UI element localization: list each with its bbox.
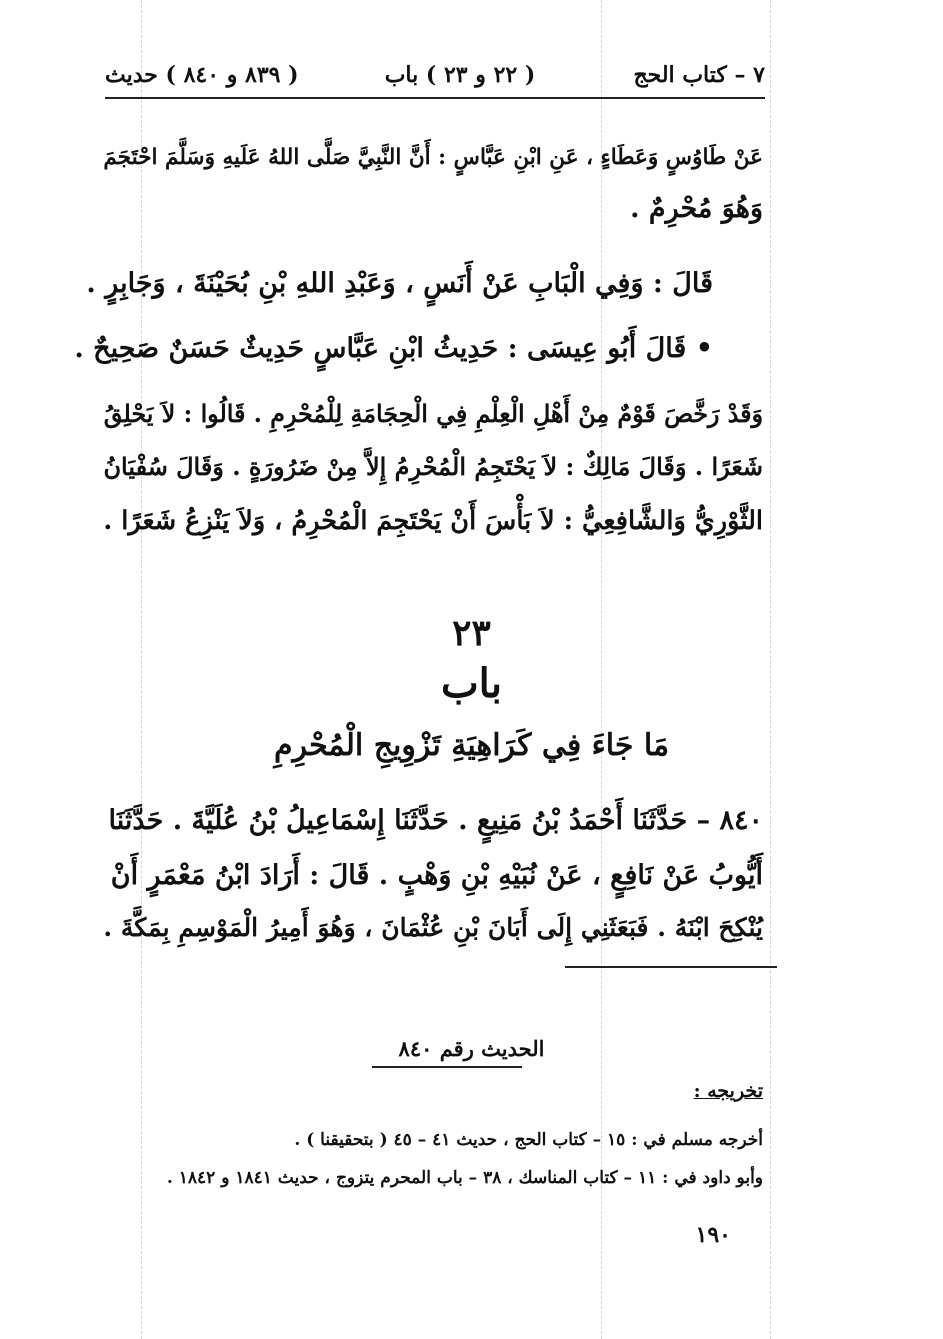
footnote-separator — [565, 966, 777, 968]
discussion-line-1: وَقَدْ رَخَّصَ قَوْمٌ مِنْ أَهْلِ الْعِلْمِ فِي الْحِجَامَةِ لِلْمُحْرِمِ . قَالُوا : لاَ يَحْلِقُ — [103, 400, 763, 428]
header-chapter-range: ( ٢٢ و ٢٣ ) باب — [384, 62, 536, 88]
chapter-number: ٢٣ — [452, 612, 491, 654]
bab-note: قَالَ : وَفِي الْبَابِ عَنْ أَنَسٍ ، وَعَبْدِ اللهِ بْنِ بُحَيْنَةَ ، وَجَابِرٍ . — [86, 268, 713, 299]
footnote-heading: الحديث رقم ٨٤٠ — [398, 1036, 545, 1061]
footnote-abu-dawud: وأبو داود في : ١١ – كتاب المناسك ، ٣٨ – باب المحرم يتزوج ، حديث ١٨٤١ و ١٨٤٢ . — [166, 1168, 763, 1188]
takhrij-label: تخريجه : — [693, 1080, 763, 1102]
header-rule — [105, 97, 765, 99]
hadith-840-line-3: يُنْكِحَ ابْنَهُ . فَبَعَثَنِي إِلَى أَبَانَ بْنِ عُثْمَانَ ، وَهُوَ أَمِيرُ الْمَوْسِمِ بِمَكَّةَ . — [103, 912, 763, 942]
hadith-840-line-2: أَيُّوبُ عَنْ نَافِعٍ ، عَنْ نُبَيْهِ بْنِ وَهْبٍ . قَالَ : أَرَادَ ابْنُ مَعْمَرٍ أَنْ — [110, 860, 763, 891]
discussion-line-3: الثَّوْرِيُّ وَالشَّافِعِيُّ : لاَ بَأْسَ أَنْ يَحْتَجِمَ الْمُحْرِمُ ، وَلاَ يَنْزِعُ شَعَرًا . — [103, 506, 763, 536]
hadith-839-line-2: وَهُوَ مُحْرِمٌ . — [630, 193, 763, 224]
discussion-line-2: شَعَرًا . وَقَالَ مَالِكٌ : لاَ يَحْتَجِمُ الْمُحْرِمُ إِلاَّ مِنْ ضَرُورَةٍ . وَقَالَ سُفْيَانُ — [103, 452, 763, 481]
header-hadith-range: ( ٨٣٩ و ٨٤٠ ) حديث — [105, 62, 299, 88]
page-number: ١٩٠ — [695, 1222, 731, 1248]
footnote-heading-underline — [372, 1066, 522, 1068]
abu-isa-verdict: • قَالَ أَبُو عِيسَى : حَدِيثُ ابْنِ عَبَّاسٍ حَدِيثٌ حَسَنٌ صَحِيحٌ . — [74, 333, 713, 364]
header-book-title: ٧ – كتاب الحج — [633, 62, 765, 88]
footnote-muslim: أخرجه مسلم في : ١٥ – كتاب الحج ، حديث ٤١ – ٤٥ ( بتحقيقنا ) . — [294, 1130, 763, 1150]
chapter-label: باب — [441, 660, 502, 707]
chapter-title: مَا جَاءَ فِي كَرَاهِيَةِ تَزْوِيجِ الْمُحْرِمِ — [273, 728, 670, 763]
hadith-839-line-1: عَنْ طَاوُسٍ وَعَطَاءٍ ، عَنِ ابْنِ عَبَّاسٍ : أَنَّ النَّبِيَّ صَلَّى اللهُ عَلَيهِ وَسَلَّمَ احْتَجَمَ — [103, 145, 763, 170]
hadith-840-line-1: ٨٤٠ – حَدَّثَنَا أَحْمَدُ بْنُ مَنِيعٍ . حَدَّثَنَا إِسْمَاعِيلُ بْنُ عُلَيَّةَ . حَدَّثَنَا — [108, 805, 763, 836]
